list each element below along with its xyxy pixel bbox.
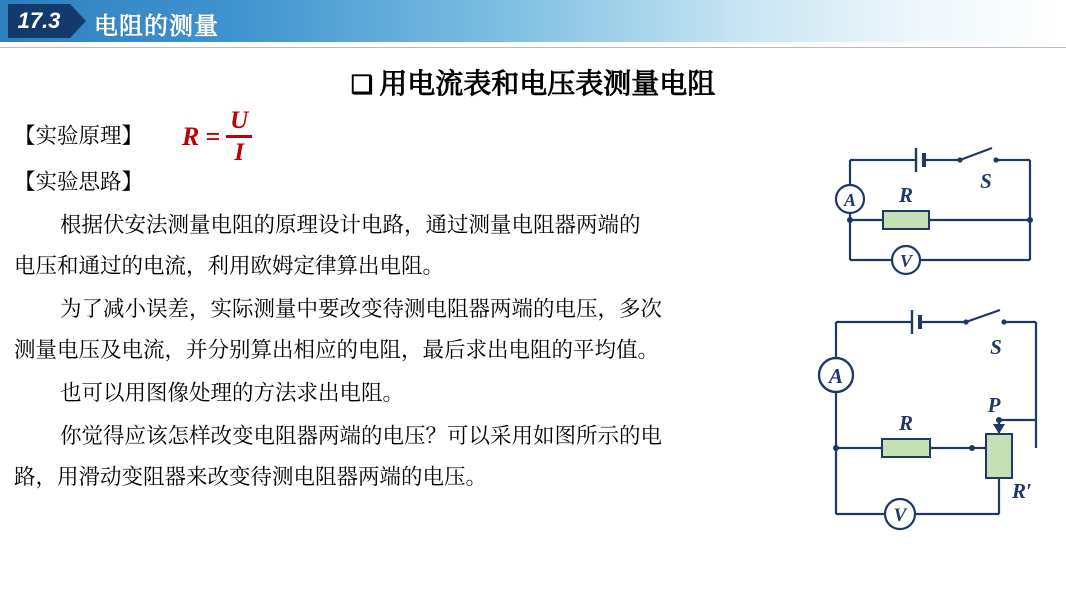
header-divider [0,47,1066,48]
text: 你觉得应该怎样改变电阻器两端的电压？可以采用如图所示的电 [60,424,663,448]
node [833,445,839,451]
formula-lhs: R [182,122,200,151]
bullet-square-icon: ❑ [350,71,374,99]
text: 为了减小误差，实际测量中要改变待测电阻器两端的电压，多次 [60,297,663,321]
header-title: 电阻的测量 [94,13,219,40]
circuit-diagram-top [810,140,1060,310]
paragraph-4-line-2: 路，用滑动变阻器来改变待测电阻器两端的电压。 [14,465,488,489]
paragraph-3-line-1 [14,373,824,414]
text: 根据伏安法测量电阻的原理设计电路，通过测量电阻器两端的 [60,213,641,237]
switch-lever [966,310,1000,322]
principle-label: 【实验原理】 [14,124,144,148]
switch-label: S [980,169,992,193]
node [996,417,1002,423]
resistor-label: R [898,183,914,207]
header-bar [0,0,1066,42]
rheostat-label: R′ [1012,479,1032,503]
text: 也可以用图像处理的方法求出电阻。 [60,381,405,405]
paragraph-4-line-1 [14,416,824,457]
slider-arrow-icon [993,424,1005,434]
paragraph-2-line-1 [14,289,824,330]
paragraph-2-line-2: 测量电压及电流，并分别算出相应的电阻，最后求出电阻的平均值。 [14,338,660,362]
paragraph-1-line-1 [14,205,824,246]
resistor-symbol [883,211,929,229]
resistor-label: R [898,411,914,435]
formula-resistance [182,108,252,165]
page-title-text: 用电流表和电压表测量电阻 [379,68,716,99]
paragraph-1 [14,205,824,287]
formula-equals: = [205,122,221,151]
ammeter-label: A [843,190,857,210]
principle-row [14,107,824,166]
paragraph-4 [14,416,824,498]
rheostat-symbol [986,434,1012,478]
voltmeter-label: V [893,505,907,526]
paragraph-3 [14,373,824,414]
voltmeter-label: V [899,251,913,271]
thought-label: 【实验思路】 [14,170,144,194]
page-title [0,62,1066,102]
header-arrow-icon [70,4,86,38]
switch-lever [960,148,992,160]
circuit-diagram-bottom [800,300,1062,560]
node [1027,217,1033,223]
node [847,217,853,223]
formula-fraction [226,108,252,165]
paragraph-1-line-2: 电压和通过的电流，利用欧姆定律算出电阻。 [14,254,445,278]
section-number: 17.3 [8,4,70,38]
paragraph-2 [14,289,824,371]
body-content [14,108,824,498]
formula-denominator: I [234,139,245,166]
slider-label: P [987,393,1001,417]
formula-numerator: U [230,107,249,134]
resistor-symbol [882,439,930,457]
switch-label: S [990,335,1002,359]
ammeter-label: A [828,364,844,388]
